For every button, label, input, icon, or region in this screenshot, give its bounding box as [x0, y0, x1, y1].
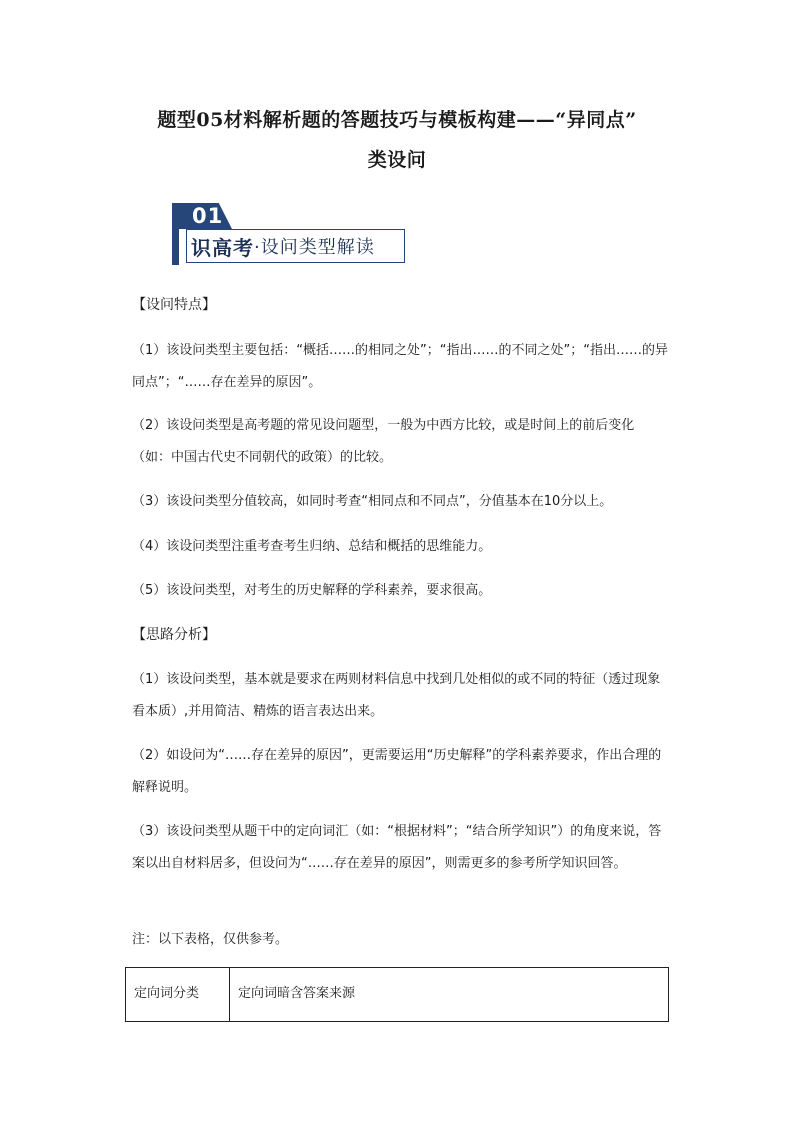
badge-bold-text: 识高考 [191, 235, 254, 260]
table-header-cell: 定向词分类 [126, 968, 230, 1022]
feature-item-1: （1）该设问类型主要包括：“概括……的相同之处”；“指出……的不同之处”；“指出……的异同点”；“……存在差异的原因”。 [132, 343, 668, 390]
section-heading-analysis: 【思路分析】 [132, 627, 216, 643]
analysis-item-3: （3）该设问类型从题干中的定向词汇（如：“根据材料”；“结合所学知识”）的角度来说，答案以出自材料居多，但设问为“……存在差异的原因”，则需更多的参考所学知识回答。 [132, 824, 662, 871]
reference-table [125, 967, 669, 1022]
badge-rest-text: ·设问类型解读 [254, 237, 375, 258]
badge-number: 01 [192, 204, 224, 228]
analysis-item-2: （2）如设问为“……存在差异的原因”，更需要运用“历史解释”的学科素养要求，作出合理的解释说明。 [132, 748, 662, 795]
analysis-item-1: （1）该设问类型，基本就是要求在两则材料信息中找到几处相似的或不同的特征（透过现象看本质）,并用简洁、精炼的语言表达出来。 [132, 672, 661, 719]
feature-item-4: （4）该设问类型注重考查考生归纳、总结和概括的思维能力。 [132, 539, 492, 554]
table-header-cell: 定向词暗含答案来源 [230, 968, 669, 1022]
title-line-1: 题型05材料解析题的答题技巧与模板构建——“异同点” [157, 109, 637, 131]
section-badge [172, 203, 408, 265]
section-heading-features: 【设问特点】 [132, 297, 216, 313]
document-title [100, 100, 694, 180]
badge-label-box [186, 229, 405, 263]
badge-accent-bar [172, 229, 179, 265]
feature-item-2: （2）该设问类型是高考题的常见设问题型，一般为中西方比较，或是时间上的前后变化（如：中国古代史不同朝代的政策）的比较。 [132, 418, 635, 465]
title-line-2: 类设问 [367, 149, 427, 171]
table-note: 注：以下表格，仅供参考。 [132, 932, 289, 947]
table-row [126, 968, 669, 1022]
feature-item-3: （3）该设问类型分值较高，如同时考查“相同点和不同点”，分值基本在10分以上。 [132, 494, 613, 509]
feature-item-5: （5）该设问类型，对考生的历史解释的学科素养，要求很高。 [132, 583, 492, 598]
